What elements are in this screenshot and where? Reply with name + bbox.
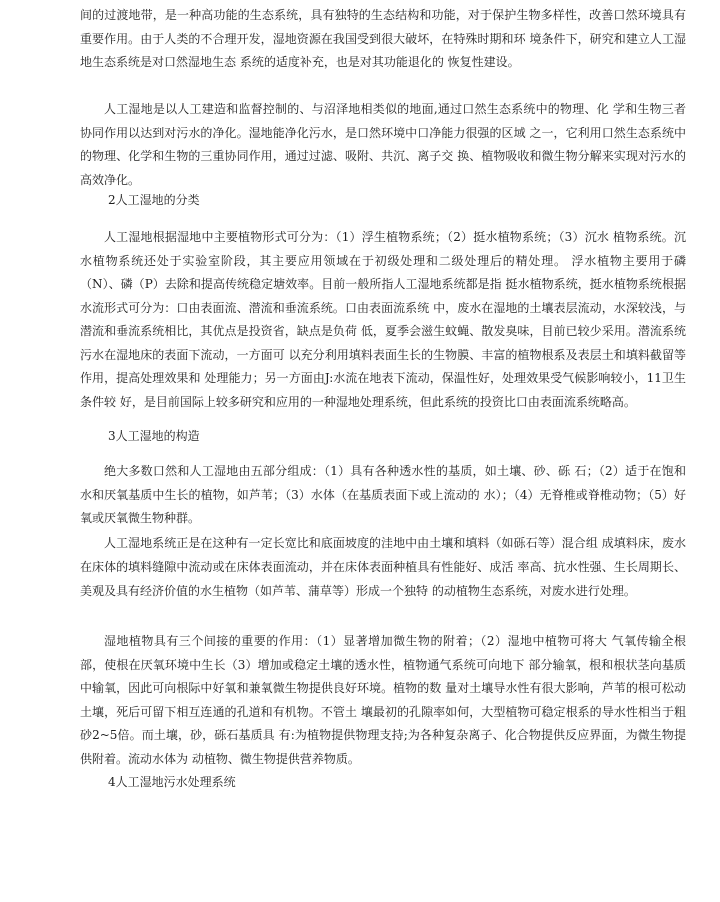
paragraph-wetland-continuation: 间的过渡地带，是一种高功能的生态系统，具有独特的生态结构和功能，对于保护生物多样性，改善口然环境具有重要作用。由于人类的不合理开发，湿地资源在我国受到很大破坏，在特殊时期和环 境条件下，研究和建立人工湿地生态系统是对口然湿地生态 系统的适度补充，也是对其功能退化的 恢复性建设。	[80, 8, 686, 69]
heading-treatment-system: 4人工湿地污水处理系统	[108, 775, 236, 789]
paragraph-classification: 人工湿地根据湿地中主要植物形式可分为：（1）浮生植物系统；（2）挺水植物系统；（3）沉水 植物系统。沉水植物系统还处于实验室阶段，其主要应用领域在于初级处理和二级处理后的精处理。 浮水植物主要用于磷（N）、磷（P）去除和提高传统稳定塘效率。目前一般所指人工湿地系统都是指 挺水植物系统，挺水植物系统根据水流形式可分为：口由表面流、潜流和垂流系统。口由表面流系统 中，废水在湿地的土壤表层流动，水深较浅，与潜流和垂流系统相比，其优点是投资省，缺点是负荷 低，夏季会滋生蚊蝇、散发臭味，目前已较少采用。潜流系统污水在湿地床的表面下流动，一方面可 以充分利用填料表面生长的生物膜、丰富的植物根系及表层土和填料截留等作用，提高处理效果和 处理能力；另一方面由J:水流在地表下流动，保温性好，处理效果受气候影响较小，11卫生条件较 好，是目前国际上较多研究和应用的一种湿地处理系统，但此系统的投资比口由表面流系统略高。	[80, 230, 686, 409]
paragraph-five-components: 绝大多数口然和人工湿地由五部分组成：（1）具有各种透水性的基质，如土壤、砂、砾 石；（2）适于在饱和水和厌氧基质中生长的植物，如芦苇；（3）水体（在基质表面下或上流动的 水）；（4）无脊椎或脊椎动物；（5）好氧或厌氧微生物种群。	[80, 464, 686, 525]
paragraph-wetland-system: 人工湿地系统正是在这种有一定长宽比和底面坡度的洼地中由土壤和填料（如砾石等）混合组 成填料床，废水在床体的填料缝隙中流动或在床体表面流动，并在床体表面种植具有性能好、成活 率高、抗水性强、生长周期长、美观及具有经济价值的水生植物（如芦苇、蒲草等）形成一个独特 的动植物生态系统，对废水进行处理。	[80, 536, 686, 598]
paragraph-wetland-plants: 湿地植物具有三个间接的重要的作用：（1）显著增加微生物的附着；（2）湿地中植物可将大 气氧传输全根部，使根在厌氧环境中生长（3）增加或稳定土壤的透水性，植物通气系统可向地下 部分输氧，根和根状茎向基质中输氧，因此可向根际中好氧和兼氧微生物提供良好环境。植物的数 量对土壤导水性有很大影响，芦苇的根可松动土壤，死后可留下相互连通的孔道和有机物。不管土 壤最初的孔隙率如何，大型植物可稳定根系的导水性相当于粗砂2~5倍。而土壤，砂，砾石基质具 有:为植物提供物理支持;为各种复杂离子、化合物提供反应界面，为微生物提供附着。流动水体为 动植物、微生物提供营养物质。	[80, 634, 686, 766]
heading-classification: 2人工湿地的分类	[108, 193, 200, 207]
paragraph-artificial-wetland-definition: 人工湿地是以人工建造和监督控制的、与沼泽地相类似的地面,通过口然生态系统中的物理、化 学和生物三者协同作用以达到对污水的净化。湿地能净化污水，是口然环境中口净能力很强的区域 之一，它利用口然生态系统中的物理、化学和生物的三重协同作用，通过过滤、吸附、共沉、离子交 换、植物吸收和微生物分解来实现对污水的高效净化。	[80, 102, 686, 187]
heading-construction: 3人工湿地的构造	[108, 429, 200, 443]
